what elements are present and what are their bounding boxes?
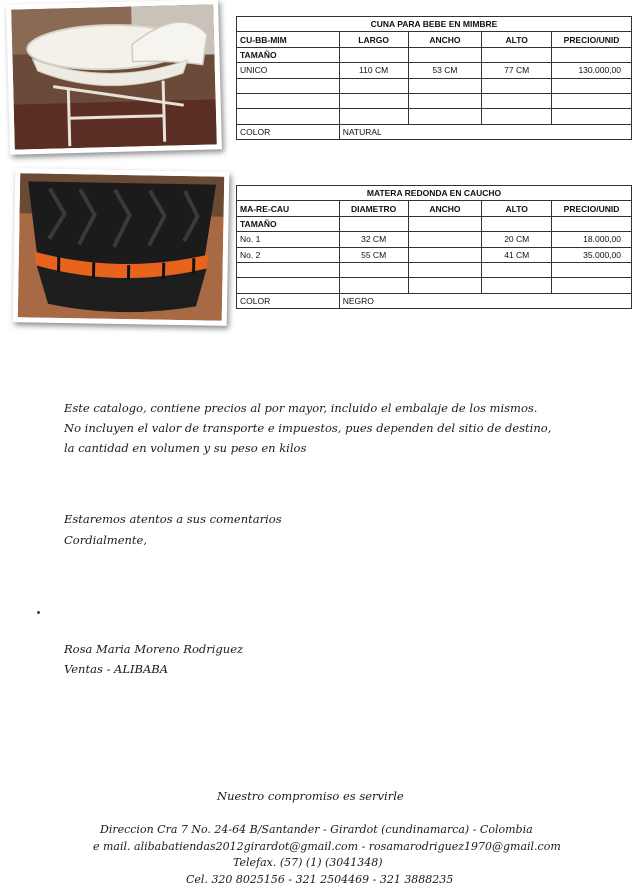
size-name: UNICO	[237, 63, 340, 78]
closing-line: Estaremos atentos a sus comentarios	[64, 512, 282, 526]
catalog-note-line-3: la cantidad en volumen y su peso en kilos	[64, 441, 307, 455]
wicker-cradle-photo	[6, 0, 222, 155]
price-cell: 130.000,00	[552, 63, 632, 78]
tire-planter-photo	[13, 168, 230, 326]
product-title: CUNA PARA BEBE EN MIMBRE	[237, 17, 632, 32]
diameter-cell: 32 CM	[339, 232, 408, 247]
column-header: ANCHO	[408, 32, 482, 47]
size-name: No. 1	[237, 232, 340, 247]
size-name: No. 2	[237, 247, 340, 262]
table-row	[237, 63, 632, 78]
width-cell	[408, 232, 482, 247]
cradle-product-table	[236, 16, 632, 140]
wicker-cradle-image	[11, 4, 217, 149]
footer-cell: Cel. 320 8025156 - 321 2504469 - 321 3888235	[186, 873, 454, 886]
diameter-cell: 55 CM	[339, 247, 408, 262]
signature-name: Rosa Maria Moreno Rodriguez	[64, 642, 244, 656]
size-label: TAMAÑO	[237, 47, 340, 62]
price-cell: 35.000,00	[552, 247, 632, 262]
color-value: NEGRO	[339, 293, 631, 308]
height-cell: 41 CM	[482, 247, 552, 262]
width-cell	[408, 247, 482, 262]
closing-salutation: Cordialmente,	[64, 533, 147, 547]
height-cell: 77 CM	[482, 63, 552, 78]
signature-role: Ventas - ALIBABA	[64, 662, 169, 676]
column-header: DIAMETRO	[339, 201, 408, 216]
planter-product-table	[236, 185, 632, 309]
stray-mark	[37, 611, 40, 614]
size-label: TAMAÑO	[237, 216, 340, 231]
table-row	[237, 247, 632, 262]
tire-planter-image	[18, 173, 224, 321]
footer-phone: Telefax. (57) (1) (3041348)	[233, 856, 383, 869]
price-cell: 18.000,00	[552, 232, 632, 247]
catalog-note-line-1: Este catalogo, contiene precios al por mayor, incluido el embalaje de los mismos.	[64, 401, 538, 415]
length-cell: 110 CM	[339, 63, 408, 78]
width-cell: 53 CM	[408, 63, 482, 78]
color-label: COLOR	[237, 293, 340, 308]
footer-email: e mail. alibabatiendas2012girardot@gmail.com - rosamarodriguez1970@gmail.com	[93, 840, 561, 853]
height-cell: 20 CM	[482, 232, 552, 247]
column-header: PRECIO/UNID	[552, 32, 632, 47]
product-title: MATERA REDONDA EN CAUCHO	[237, 186, 632, 201]
color-value: NATURAL	[339, 124, 631, 139]
footer-motto: Nuestro compromiso es servirle	[217, 789, 404, 803]
color-label: COLOR	[237, 124, 340, 139]
catalog-note-line-2: No incluyen el valor de transporte e impuestos, pues dependen del sitio de destino,	[64, 421, 552, 435]
product-code: MA-RE-CAU	[237, 201, 340, 216]
table-row	[237, 232, 632, 247]
column-header: LARGO	[339, 32, 408, 47]
product-code: CU-BB-MIM	[237, 32, 340, 47]
column-header: ANCHO	[408, 201, 482, 216]
column-header: PRECIO/UNID	[552, 201, 632, 216]
footer-address: Direccion Cra 7 No. 24-64 B/Santander - Girardot (cundinamarca) - Colombia	[100, 823, 533, 836]
column-header: ALTO	[482, 32, 552, 47]
column-header: ALTO	[482, 201, 552, 216]
